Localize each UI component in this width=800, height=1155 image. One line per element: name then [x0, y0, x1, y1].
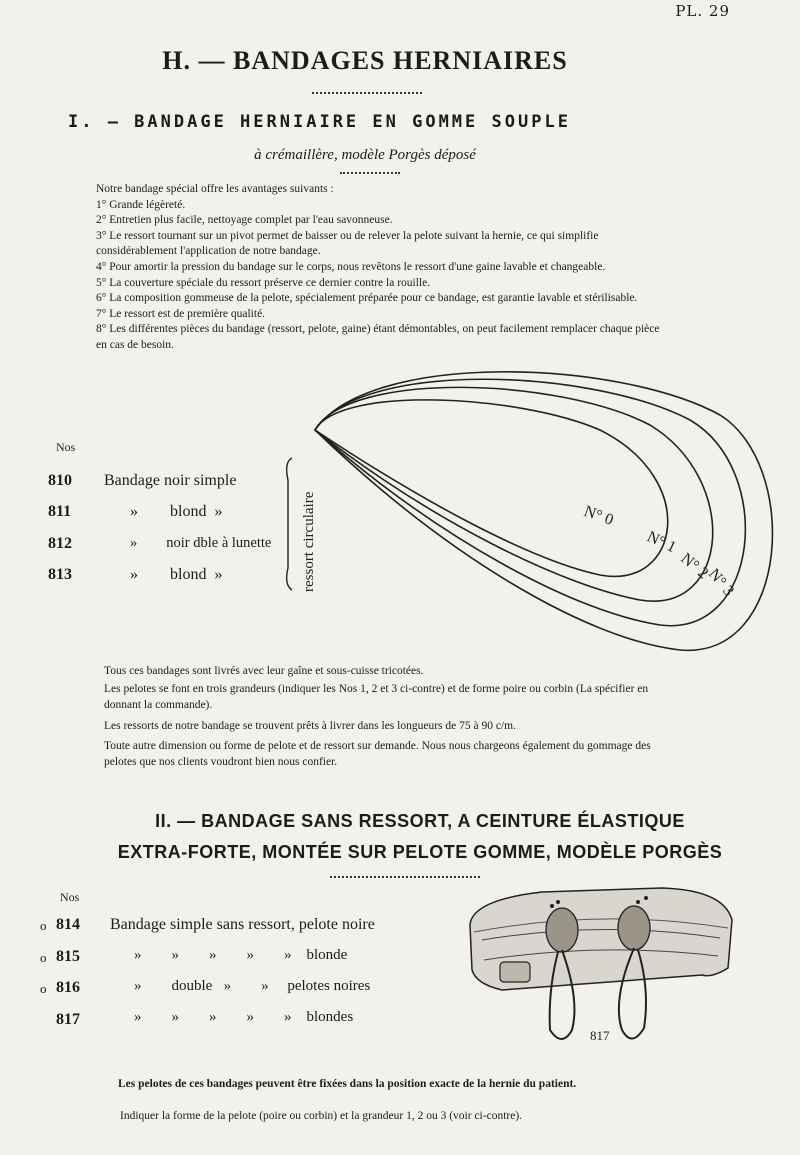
belt-illustration — [462, 880, 742, 1055]
feature-item: 1° Grande légèreté. — [96, 198, 186, 211]
item-desc: Bandage simple sans ressort, pelote noire — [110, 916, 375, 933]
item-code: 817 — [56, 1011, 80, 1028]
item-desc: » blond » — [130, 566, 223, 583]
item-desc: » blond » — [130, 503, 223, 520]
feature-item: 4° Pour amortir la pression du bandage sur le corps, nous revêtons le ressort d'une gaine lavable et changeable. — [96, 260, 606, 273]
size-label-3: N° 3 — [704, 565, 738, 600]
rivet — [644, 896, 648, 900]
item-desc: » » » » » blondes — [134, 1009, 354, 1025]
item-code: 815 — [56, 948, 80, 965]
item-desc: Bandage noir simple — [104, 472, 237, 489]
spring-outline-2 — [315, 379, 745, 625]
part2-title-line2: EXTRA-FORTE, MONTÉE SUR PELOTE GOMME, MODÈLE PORGÈS — [117, 842, 723, 862]
item-code: 814 — [56, 916, 80, 933]
size-label-0: N° 0 — [581, 502, 616, 530]
pad-right — [618, 906, 650, 950]
rivet — [550, 904, 554, 908]
item-code: 816 — [56, 979, 80, 996]
item-marker: o — [40, 918, 47, 933]
pad-left — [546, 908, 578, 952]
feature-item: 2° Entretien plus facile, nettoyage complet par l'eau savonneuse. — [96, 214, 393, 227]
note: Les pelotes se font en trois grandeurs (indiquer les Nos 1, 2 et 3 ci-contre) et de forme poire ou corbin (La spécifier en donnant la commande). — [104, 683, 649, 711]
item-code: 813 — [48, 566, 72, 583]
item-marker: o — [40, 981, 47, 996]
bracket-label: ressort circulaire — [301, 491, 317, 592]
footer-note: Indiquer la forme de la pelote (poire ou corbin) et la grandeur 1, 2 ou 3 (voir ci-contre). — [120, 1110, 523, 1122]
divider — [330, 872, 480, 878]
item-desc: » » » » » blonde — [134, 947, 348, 963]
item-code: 812 — [48, 535, 72, 552]
spring-outline-3 — [315, 372, 772, 651]
note: Tous ces bandages sont livrés avec leur gaîne et sous-cuisse tricotées. — [104, 665, 424, 677]
footer-bold: Les pelotes de ces bandages peuvent être fixées dans la position exacte de la hernie du patient. — [118, 1078, 577, 1090]
size-label-2: N° 2 — [677, 550, 712, 583]
belt-buckle — [500, 962, 530, 982]
section-title: H. — BANDAGES HERNIAIRES — [162, 46, 568, 75]
rivet — [556, 900, 560, 904]
part2-title-line1: II. — BANDAGE SANS RESSORT, A CEINTURE ÉLASTIQUE — [155, 811, 685, 831]
note: Toute autre dimension ou forme de pelote et de ressort sur demande. Nous nous chargeons également du gommage des pelotes que nos clients voudront bien nous confier. — [104, 740, 651, 768]
part1-subtitle: à crémaillère, modèle Porgès déposé — [254, 147, 476, 163]
item-marker: o — [40, 950, 47, 965]
feature-item: 3° Le ressort tournant sur un pivot permet de baisser ou de relever la pelote suivant la hernie, ce qui simplifie considérablement l'application de notre bandage. — [96, 229, 599, 258]
item-code: 810 — [48, 472, 72, 489]
part1-title: I. — BANDAGE HERNIAIRE EN GOMME SOUPLE — [68, 112, 571, 132]
feature-item: 5° La couverture spéciale du ressort préserve ce dernier contre la rouille. — [96, 276, 431, 289]
figure-label: 817 — [590, 1028, 610, 1043]
item-code: 811 — [48, 503, 72, 520]
nos-label: Nos — [60, 890, 80, 904]
item-desc: » double » » pelotes noires — [134, 978, 371, 994]
rivet — [636, 900, 640, 904]
plate-number: PL. 29 — [675, 2, 730, 20]
spring-outline-0 — [315, 400, 668, 577]
feature-item: 6° La composition gommeuse de la pelote, spécialement préparée pour ce bandage, est garantie lavable et stérilisable. — [96, 292, 638, 305]
nos-label: Nos — [56, 440, 76, 454]
note: Les ressorts de notre bandage se trouvent prêts à livrer dans les longueurs de 75 à 90 c/m. — [104, 720, 516, 732]
item-desc: » noir dble à lunette — [130, 535, 272, 551]
features-intro: Notre bandage spécial offre les avantages suivants : — [96, 183, 334, 195]
feature-item: 7° Le ressort est de première qualité. — [96, 307, 266, 320]
bracket — [287, 458, 292, 590]
size-label-1: N° 1 — [644, 528, 679, 557]
feature-item: 8° Les différentes pièces du bandage (ressort, pelote, gaine) étant démontables, on peut facilement remplacer chaque pièce en cas de besoin. — [96, 323, 660, 351]
spring-outline-1 — [315, 387, 713, 601]
